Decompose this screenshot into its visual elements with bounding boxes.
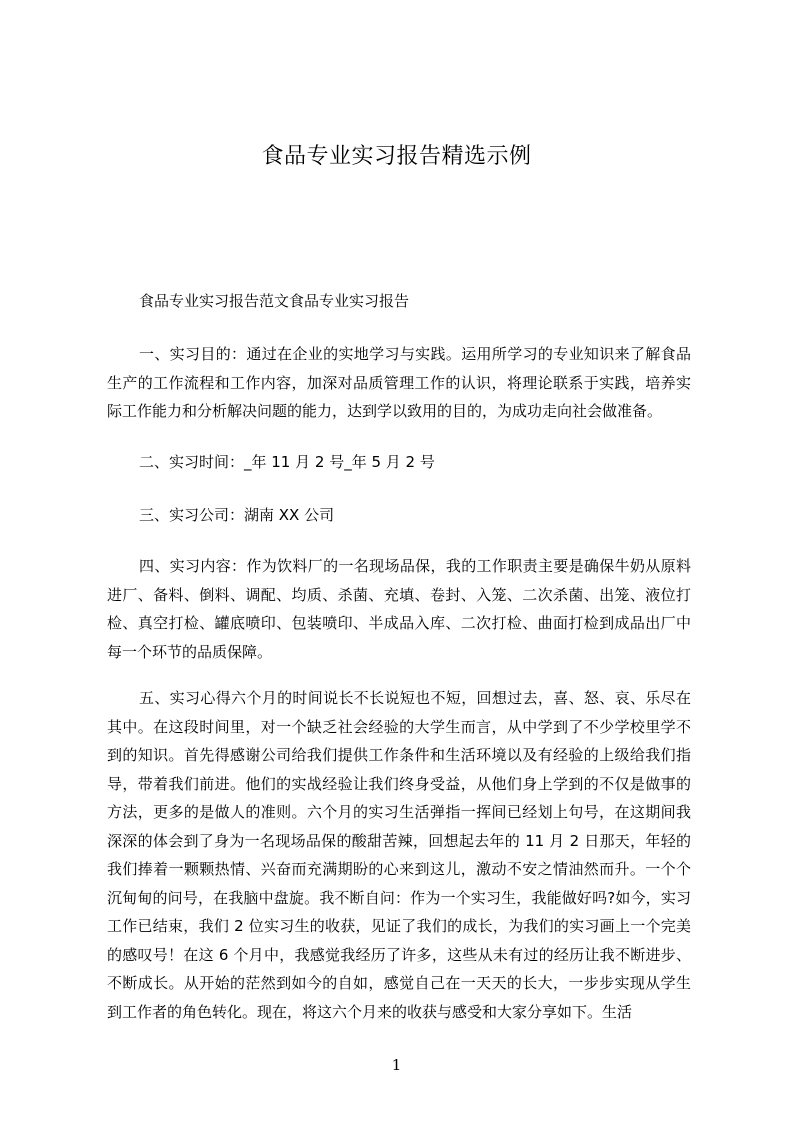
paragraph-content: 四、实习内容：作为饮料厂的一名现场品保，我的工作职责主要是确保牛奶从原料进厂、备料、倒料、调配、均质、杀菌、充填、卷封、入笼、二次杀菌、出笼、液位打检、真空打检、罐底喷印、包装喷印、半成品入库、二次打检、曲面打检到成品出厂中每一个环节的品质保障。 bbox=[107, 557, 691, 661]
paragraph-company: 三、实习公司：湖南 XX 公司 bbox=[139, 506, 335, 524]
document-title: 食品专业实习报告精选示例 bbox=[261, 144, 532, 169]
paragraph-time: 二、实习时间：_年 11 月 2 号_年 5 月 2 号 bbox=[139, 453, 435, 471]
paragraph-purpose: 一、实习目的：通过在企业的实地学习与实践。运用所学习的专业知识来了解食品生产的工作流程和工作内容，加深对品质管理工作的认识，将理论联系于实践，培养实际工作能力和分析解决问题的能力，达到学以致用的目的，为成功走向社会做准备。 bbox=[107, 345, 691, 420]
paragraph-experience: 五、实习心得六个月的时间说长不长说短也不短，回想过去，喜、怒、哀、乐尽在其中。在这段时间里，对一个缺乏社会经验的大学生而言，从中学到了不少学校里学不到的知识。首先得感谢公司给我们提供工作条件和生活环境以及有经验的上级给我们指导，带着我们前进。他们的实战经验让我们终身受益，从他们身上学到的不仅是做事的方法，更多的是做人的准则。六个月的实习生活弹指一挥间已经划上句号，在这期间我深深的体会到了身为一名现场品保的酸甜苦辣，回想起去年的 11 月 2 日那天，年轻的我们捧着一颗颗热情、兴奋而充满期盼的心来到这儿，激动不安之情油然而升。一个个沉甸甸的问号，在我脑中盘旋。我不断自问：作为一个实习生，我能做好吗?如今，实习工作已结束，我们 2 位实习生的收获，见证了我们的成长，为我们的实习画上一个完美的感叹号！在这 6 个月中，我感觉我经历了许多，这些从未有过的经历让我不断进步、不断成长。从开始的茫然到如今的自如，感觉自己在一天天的长大，一步步实现从学生到工作者的角色转化。现在，将这六个月来的收获与感受和大家分享如下。生活 bbox=[107, 689, 691, 1021]
document-subtitle: 食品专业实习报告范文食品专业实习报告 bbox=[139, 292, 410, 310]
page-number: 1 bbox=[391, 1056, 402, 1074]
